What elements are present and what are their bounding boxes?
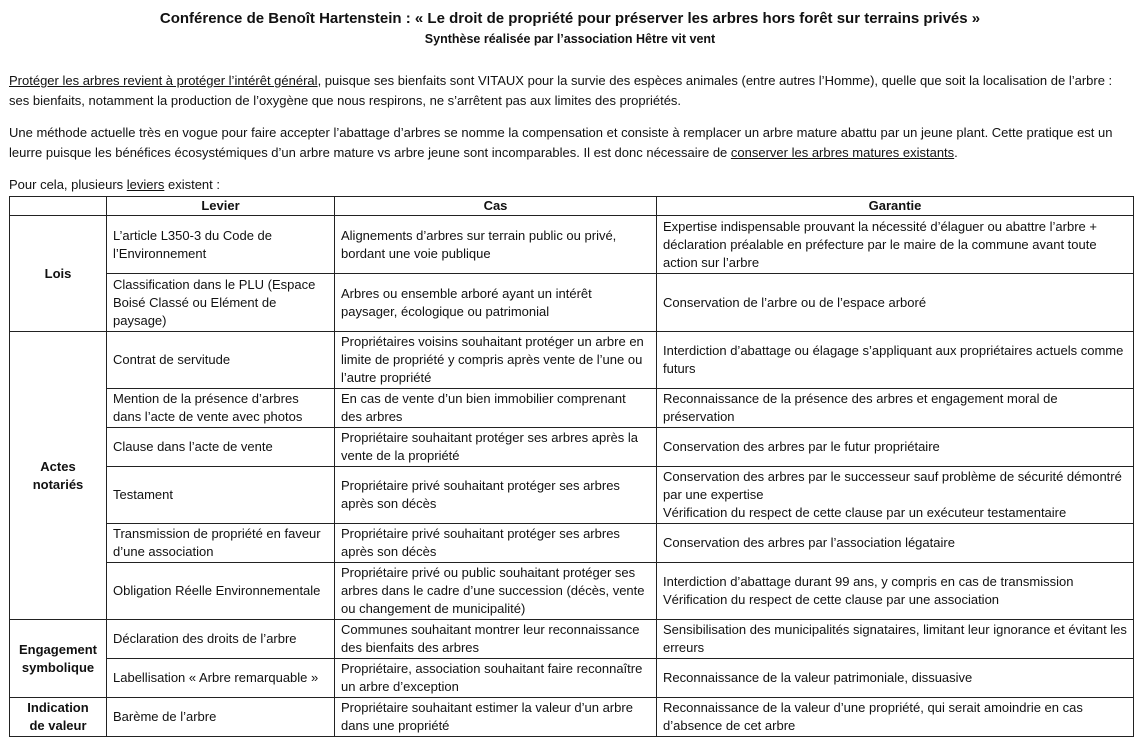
table-row [10,524,1134,563]
garantie-line: Vérification du respect de cette clause par un exécuteur testamentaire [663,505,1067,520]
intro-paragraph-2 [9,123,1131,163]
garantie-line: Vérification du respect de cette clause par une association [663,592,1000,607]
cell-cas: Propriétaire souhaitant protéger ses arbres après la vente de la propriété [335,428,657,467]
cell-garantie: Sensibilisation des municipalités signataires, limitant leur ignorance et évitant les erreurs [657,620,1134,659]
cell-garantie: Expertise indispensable prouvant la nécessité d’élaguer ou abattre l’arbre + déclaration préalable en préfecture par le maire de la commune avant toute action sur l’arbre [657,216,1134,274]
cell-cas: Propriétaires voisins souhaitant protéger un arbre en limite de propriété y compris après vente de l’une ou l’autre propriété [335,332,657,389]
cell-levier: Transmission de propriété en faveur d’une association [107,524,335,563]
table-header-row [10,197,1134,216]
document-title: Conférence de Benoît Hartenstein : « Le droit de propriété pour préserver les arbres hors forêt sur terrains privés » [159,10,981,27]
cell-levier: Barème de l’arbre [107,698,335,737]
cell-cas: Propriétaire privé ou public souhaitant protéger ses arbres dans le cadre d’une succession (décès, vente ou changement de municipalité) [335,563,657,620]
table-row [10,620,1134,659]
table-row [10,332,1134,389]
cell-garantie: Conservation de l’arbre ou de l’espace arboré [657,274,1134,332]
cell-garantie: Interdiction d’abattage ou élagage s’appliquant aux propriétaires actuels comme futurs [657,332,1134,389]
header-category [10,197,107,216]
table-row [10,698,1134,737]
category-line: symbolique [21,659,95,675]
table-row [10,216,1134,274]
cell-levier: Clause dans l’acte de vente [107,428,335,467]
cell-cas: Arbres ou ensemble arboré ayant un intérêt paysager, écologique ou patrimonial [335,274,657,332]
category-lois: Lois [10,216,107,332]
cell-levier: L’article L350-3 du Code de l’Environnement [107,216,335,274]
category-line: de valeur [29,718,87,733]
paragraph-text: . [954,145,958,160]
cell-garantie [657,467,1134,524]
levers-table [9,196,1134,737]
cell-garantie: Reconnaissance de la valeur patrimoniale, dissuasive [657,659,1134,698]
document-subtitle: Synthèse réalisée par l’association Hêtre vit vent [424,32,716,46]
cell-cas: Propriétaire, association souhaitant faire reconnaître un arbre d’exception [335,659,657,698]
cell-cas: Alignements d’arbres sur terrain public ou privé, bordant une voie publique [335,216,657,274]
intro-paragraph-3 [9,175,1131,195]
category-actes-notaries [10,332,107,620]
garantie-line: Conservation des arbres par le successeur sauf problème de sécurité démontré par une expertise [663,469,1122,502]
category-line: Engagement [18,641,97,657]
category-indication-de-valeur [10,698,107,737]
cell-garantie: Conservation des arbres par l’association légataire [657,524,1134,563]
cell-garantie: Reconnaissance de la présence des arbres et engagement moral de préservation [657,389,1134,428]
cell-levier: Testament [107,467,335,524]
cell-levier: Obligation Réelle Environnementale [107,563,335,620]
paragraph-text: Pour cela, plusieurs [9,177,127,192]
table-row [10,659,1134,698]
cell-cas: En cas de vente d’un bien immobilier comprenant des arbres [335,389,657,428]
cell-levier: Labellisation « Arbre remarquable » [107,659,335,698]
category-engagement-symbolique [10,620,107,698]
cell-levier: Contrat de servitude [107,332,335,389]
table-row [10,274,1134,332]
table-row [10,467,1134,524]
cell-levier: Mention de la présence d’arbres dans l’acte de vente avec photos [107,389,335,428]
underlined-phrase: conserver les arbres matures existants [730,145,955,160]
cell-cas: Propriétaire privé souhaitant protéger ses arbres après son décès [335,524,657,563]
cell-levier: Classification dans le PLU (Espace Boisé Classé ou Elément de paysage) [107,274,335,332]
cell-cas: Communes souhaitant montrer leur reconnaissance des bienfaits des arbres [335,620,657,659]
header-cas: Cas [335,197,657,216]
intro-paragraph-1 [9,71,1131,111]
header-garantie: Garantie [657,197,1134,216]
cell-cas: Propriétaire privé souhaitant protéger ses arbres après son décès [335,467,657,524]
paragraph-text: Une méthode actuelle très en vogue pour faire accepter l’abattage d’arbres se nomme la compensation et consiste à remplacer un arbre mature abattu par un jeune plant. Cette pratique est un leurre puisque les bénéfices écosystémiques d’un arbre mature vs arbre jeune sont incomparables. Il est donc nécessaire de [9,125,1113,160]
cell-garantie: Conservation des arbres par le futur propriétaire [657,428,1134,467]
cell-garantie: Reconnaissance de la valeur d’une propriété, qui serait amoindrie en cas d’absence de cet arbre [657,698,1134,737]
cell-cas: Propriétaire souhaitant estimer la valeur d’un arbre dans une propriété [335,698,657,737]
paragraph-text: existent : [164,177,220,192]
underlined-phrase: Protéger les arbres revient à protéger l’intérêt général [9,73,318,88]
category-line: Actes [40,458,76,474]
table-row [10,563,1134,620]
header-levier: Levier [107,197,335,216]
table-row [10,389,1134,428]
category-line: Indication [27,700,89,715]
garantie-line: Interdiction d’abattage durant 99 ans, y compris en cas de transmission [663,574,1074,589]
cell-garantie [657,563,1134,620]
underlined-word: leviers [126,177,165,192]
cell-levier: Déclaration des droits de l’arbre [107,620,335,659]
table-row [10,428,1134,467]
category-line: notariés [32,476,84,492]
paragraph-text: , puisque ses bienfaits sont VITAUX pour la survie des espèces animales (entre autres l’Homme), quelle que soit la localisation de l’arbre : ses bienfaits, notamment la production de l’oxygène que nous respirons, ne s’arrêtent pas aux limites des propriétés. [9,73,1113,108]
